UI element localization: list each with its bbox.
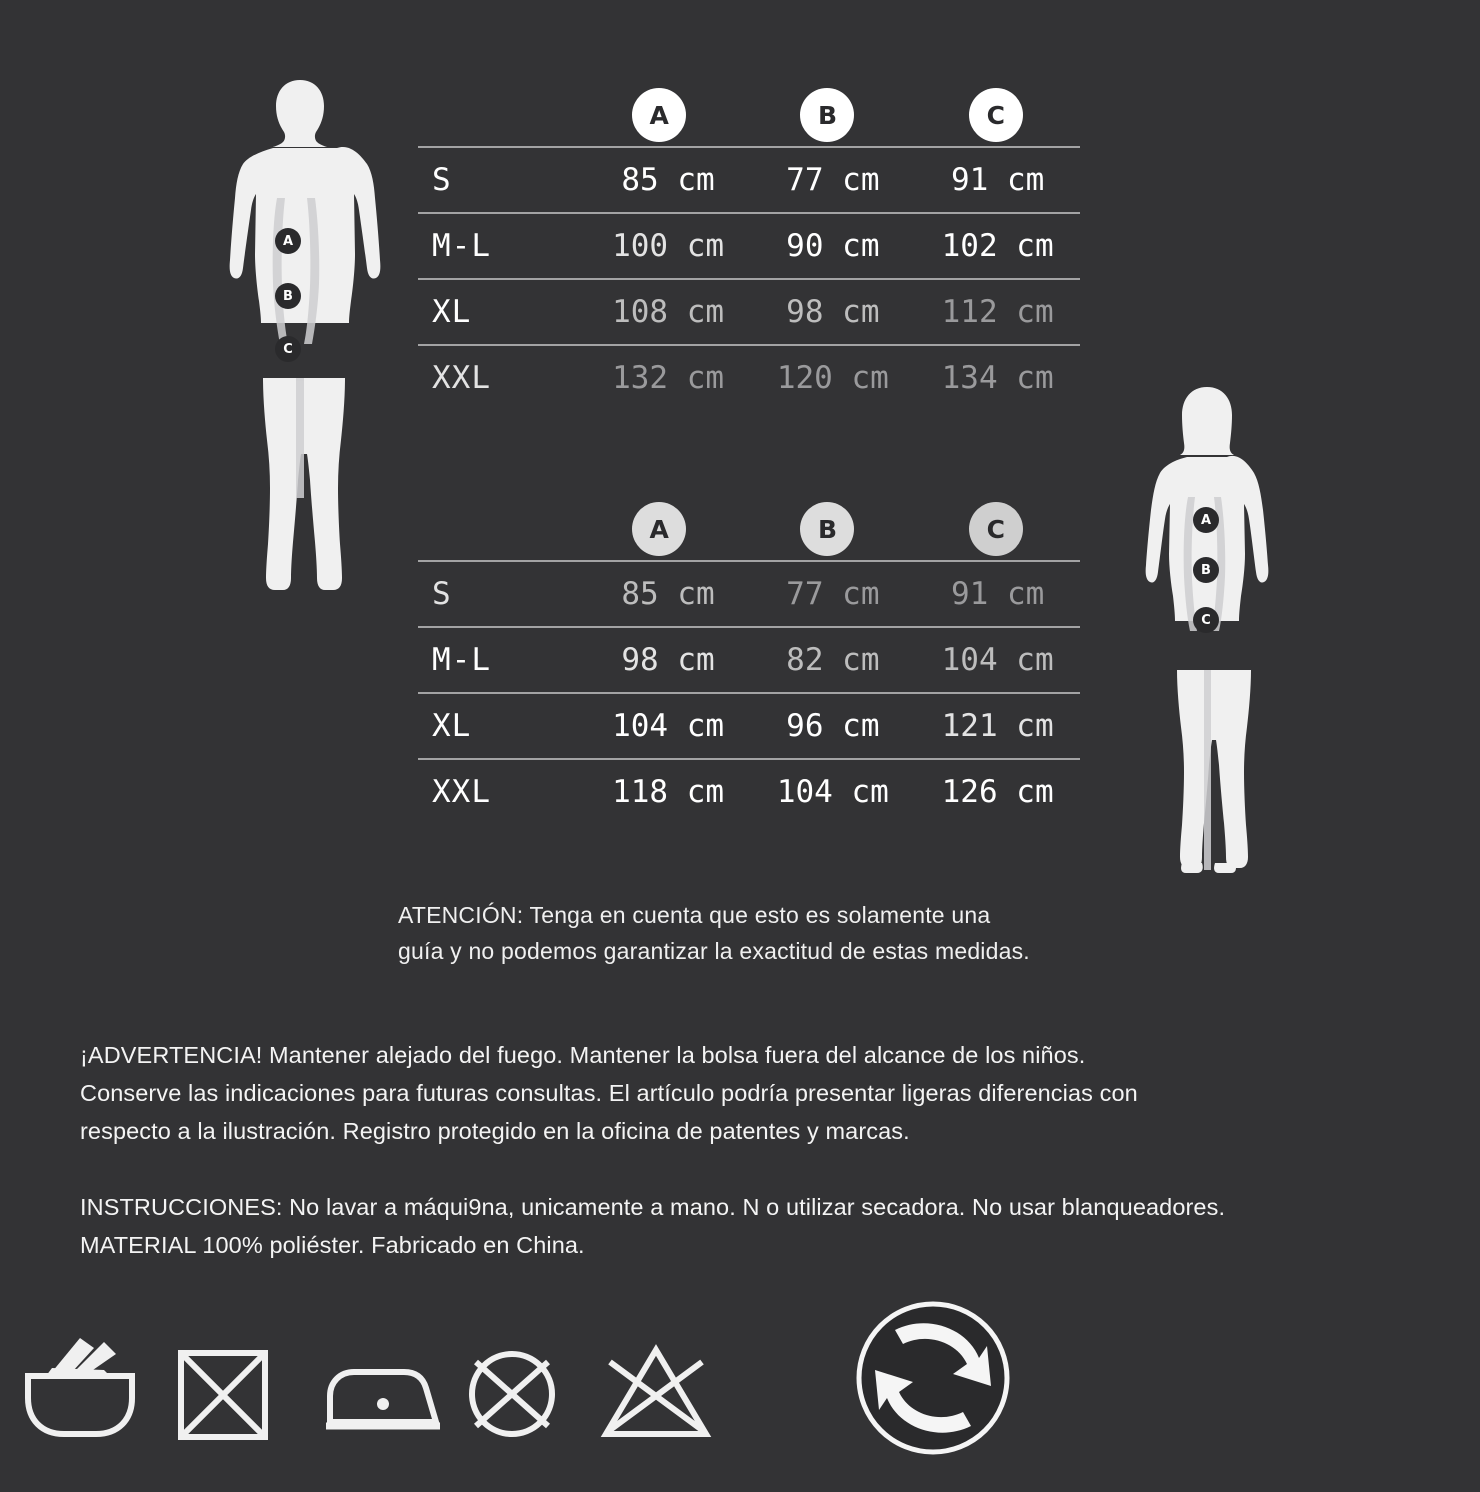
do-not-dry-clean-icon [598, 1344, 714, 1446]
table-row [418, 758, 1080, 824]
men-header-c-cell [912, 88, 1080, 142]
measure-c: 126 cm [941, 774, 1054, 810]
women-size-table [418, 498, 1080, 824]
warning-line2: Conserve las indicaciones para futuras consultas. El artículo podría presentar ligeras diferencias con [80, 1080, 1138, 1107]
measure-b: 104 cm [776, 774, 889, 810]
men-header-a-cell [575, 88, 743, 142]
instructions-line2: MATERIAL 100% poliéster. Fabricado en China. [80, 1232, 585, 1259]
table-row [418, 212, 1080, 278]
table-row [418, 278, 1080, 344]
do-not-bleach-icon [176, 1348, 270, 1446]
table-row [418, 146, 1080, 212]
measure-b: 77 cm [786, 576, 880, 612]
women-table-header [418, 498, 1080, 560]
measure-c: 134 cm [941, 360, 1054, 396]
measure-c: 91 cm [950, 162, 1045, 198]
women-header-c-cell [912, 502, 1080, 556]
men-header-b-cell [743, 88, 911, 142]
measure-c: 91 cm [950, 576, 1045, 612]
warning-line3: respecto a la ilustración. Registro protegido en la oficina de patentes y marcas. [80, 1118, 910, 1145]
instructions-paragraph [80, 1188, 1420, 1264]
size-label: XXL [432, 774, 491, 810]
men-table-header [418, 84, 1080, 146]
measure-b: 90 cm [786, 228, 880, 264]
column-b-badge: B [800, 88, 854, 142]
iron-low-icon [320, 1360, 446, 1440]
table-row [418, 560, 1080, 626]
women-header-a-cell [575, 502, 743, 556]
table-row [418, 626, 1080, 692]
measure-c: 121 cm [941, 708, 1054, 744]
attention-note [398, 898, 1218, 969]
male-figure [215, 78, 385, 618]
measure-c: 102 cm [941, 228, 1054, 264]
female-badge-a: A [1193, 507, 1219, 533]
attention-note-line1: ATENCIÓN: Tenga en cuenta que esto es solamente una [398, 902, 991, 928]
green-dot-recycling-icon [855, 1300, 1011, 1460]
hand-wash-icon [22, 1332, 138, 1446]
women-header-b-cell [743, 502, 911, 556]
size-label: XL [432, 708, 472, 744]
female-figure [1135, 385, 1280, 905]
female-badge-c: C [1193, 607, 1219, 633]
measure-a: 108 cm [612, 294, 725, 330]
male-badge-b: B [275, 283, 301, 309]
measure-b: 120 cm [776, 360, 889, 396]
attention-note-line2: guía y no podemos garantizar la exactitud de estas medidas. [398, 937, 1030, 964]
measure-b: 98 cm [786, 294, 880, 330]
female-body-silhouette [1135, 385, 1280, 905]
size-label: S [432, 576, 452, 612]
measure-b: 96 cm [786, 708, 880, 744]
size-label: M-L [432, 642, 491, 678]
size-label: XXL [432, 360, 491, 396]
table-row [418, 344, 1080, 410]
size-label: S [432, 162, 452, 198]
do-not-tumble-dry-icon [462, 1346, 562, 1446]
column-a-badge: A [632, 502, 686, 556]
measure-a: 98 cm [621, 642, 715, 678]
table-row [418, 692, 1080, 758]
measure-a: 132 cm [612, 360, 725, 396]
warning-line1: ¡ADVERTENCIA! Mantener alejado del fuego. Mantener la bolsa fuera del alcance de los niños. [80, 1042, 1086, 1068]
measure-b: 77 cm [786, 162, 880, 198]
warning-paragraph [80, 1036, 1410, 1150]
instructions-line1: INSTRUCCIONES: No lavar a máqui9na, unicamente a mano. N o utilizar secadora. No usar blanqueadores. [80, 1194, 1226, 1220]
column-b-badge: B [800, 502, 854, 556]
female-badge-b: B [1193, 557, 1219, 583]
male-badge-a: A [275, 228, 301, 254]
column-c-badge: C [969, 88, 1023, 142]
measure-a: 100 cm [612, 228, 725, 264]
measure-a: 118 cm [612, 774, 725, 810]
measure-a: 104 cm [612, 708, 725, 744]
column-a-badge: A [632, 88, 686, 142]
measure-a: 85 cm [621, 162, 715, 198]
size-label: M-L [432, 228, 491, 264]
measure-b: 82 cm [786, 642, 880, 678]
size-label: XL [432, 294, 472, 330]
measure-c: 112 cm [941, 294, 1054, 330]
male-badge-c: C [275, 336, 301, 362]
column-c-badge: C [969, 502, 1023, 556]
men-size-table [418, 84, 1080, 410]
care-icons-row [0, 1314, 1480, 1464]
measure-a: 85 cm [621, 576, 715, 612]
measure-c: 104 cm [941, 642, 1054, 678]
